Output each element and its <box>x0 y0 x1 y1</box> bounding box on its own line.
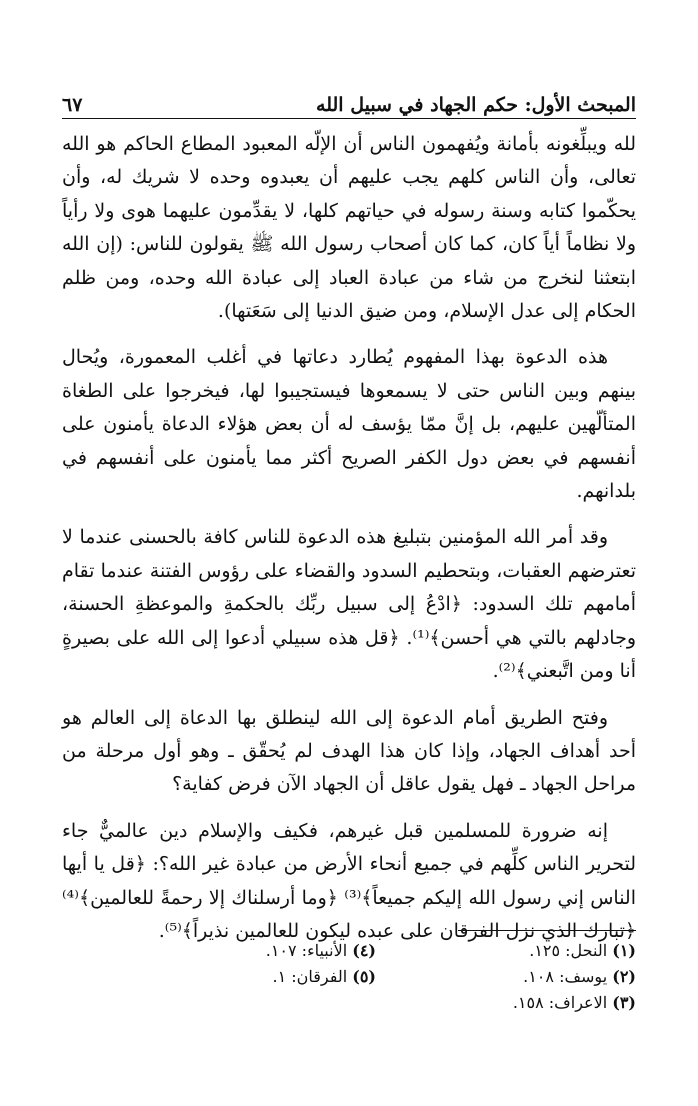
footnote-5 <box>116 964 376 990</box>
footnote-number: (٥) <box>352 967 376 986</box>
page-number: ٦٧ <box>62 94 83 116</box>
paragraph: وقد أمر الله المؤمنين بتبليغ هذه الدعوة للناس كافة بالحسنى عندما لا تعترضهم العقبات، وبتحطيم السدود والقضاء على رؤوس الفتنة عندما تقام أمامهم تلك السدود: ﴿ادْعُ إلى سبيل ربِّك بالحكمةِ والموعظةِ الحسنة، وجادلهم بالتي هي أحسن﴾⁽¹⁾. ﴿قل هذه سبيلي أدعوا إلى الله على بصيرةٍ أنا ومن اتَّبعني﴾⁽²⁾. <box>62 526 636 683</box>
paragraph: وفتح الطريق أمام الدعوة إلى الله لينطلق بها الدعاة إلى العالم هو أحد أهداف الجهاد، وإذا كان هذا الهدف لم يُحقّق ـ وهو أول مرحلة من مراحل الجهاد ـ فهل يقول عاقل أن الجهاد الآن فرض كفاية؟ <box>62 706 636 796</box>
paragraph: لله ويبلِّغونه بأمانة ويُفهمون الناس أن الإلّه المعبود المطاع الحاكم هو الله تعالى، وأن الناس كلهم يجب عليهم أن يعبدوه وحده لا شريك له، وأن يحكّموا كتابه وسنة رسوله في حياتهم كلها، لا يقدِّمون عليهما هوى ولا رأياً ولا نظاماً أياً كان، كما كان أصحاب رسول الله ﷺ يقولون للناس: (إن الله ابتعثنا لنخرج من شاء من عبادة العباد إلى عبادة الله وحده، ومن ظلم الحكام إلى عدل الإسلام، ومن ضيق الدنيا إلى سَعَتها). <box>62 133 636 323</box>
footnote-number: (٤) <box>352 941 376 960</box>
footnote-text: الأنبياء: ١٠٧. <box>265 941 348 960</box>
footnote-text: الاعراف: ١٥٨. <box>512 993 608 1012</box>
footnotes <box>62 938 636 1016</box>
paragraph: إنه ضرورة للمسلمين قبل غيرهم، فكيف والإسلام دين عالميٌّ جاء لتحرير الناس كلِّهم في جميع أنحاء الأرض من عبادة غير الله؟: ﴿قل يا أيها الناس إني رسول الله إليكم جميعاً﴾⁽³⁾ ﴿وما أرسلناك إلا رحمةً للعالمين﴾⁽⁴⁾ ﴿تبارك الذي نزل الفرقان على عبده ليكون للعالمين نذيراً﴾⁽⁵⁾. <box>62 819 636 942</box>
footnote-number: (٢) <box>612 967 636 986</box>
footnote-2 <box>376 964 636 990</box>
chapter-title: المبحث الأول: حكم الجهاد في سبيل الله <box>316 94 636 116</box>
paragraph: هذه الدعوة بهذا المفهوم يُطارد دعاتها في أغلب المعمورة، ويُحال بينهم وبين الناس حتى لا يسمعوها فيستجيبوا لها، فيخرجوا على الطغاة المتألّهين عليهم، بل إنَّ ممّا يؤسف له أن بعض هؤلاء الدعاة يأمنون على أنفسهم في بعض دول الكفر الصريح أكثر مما يأمنون على أنفسهم في بلدانهم. <box>62 346 636 503</box>
main-text <box>62 128 636 961</box>
footnote-divider <box>458 930 636 931</box>
footnote-row <box>62 964 636 990</box>
footnote-3 <box>376 990 636 1016</box>
footnote-text: النحل: ١٢٥. <box>529 941 608 960</box>
footnote-row <box>62 990 636 1016</box>
footnote-1 <box>376 938 636 964</box>
running-header <box>62 80 636 116</box>
footnote-number: (٣) <box>612 993 636 1012</box>
header-divider <box>62 118 636 119</box>
footnote-text: يوسف: ١٠٨. <box>523 967 608 986</box>
footnote-number: (١) <box>612 941 636 960</box>
footnote-row <box>62 938 636 964</box>
footnote-4 <box>116 938 376 964</box>
footnote-text: الفرقان: ١. <box>272 967 348 986</box>
